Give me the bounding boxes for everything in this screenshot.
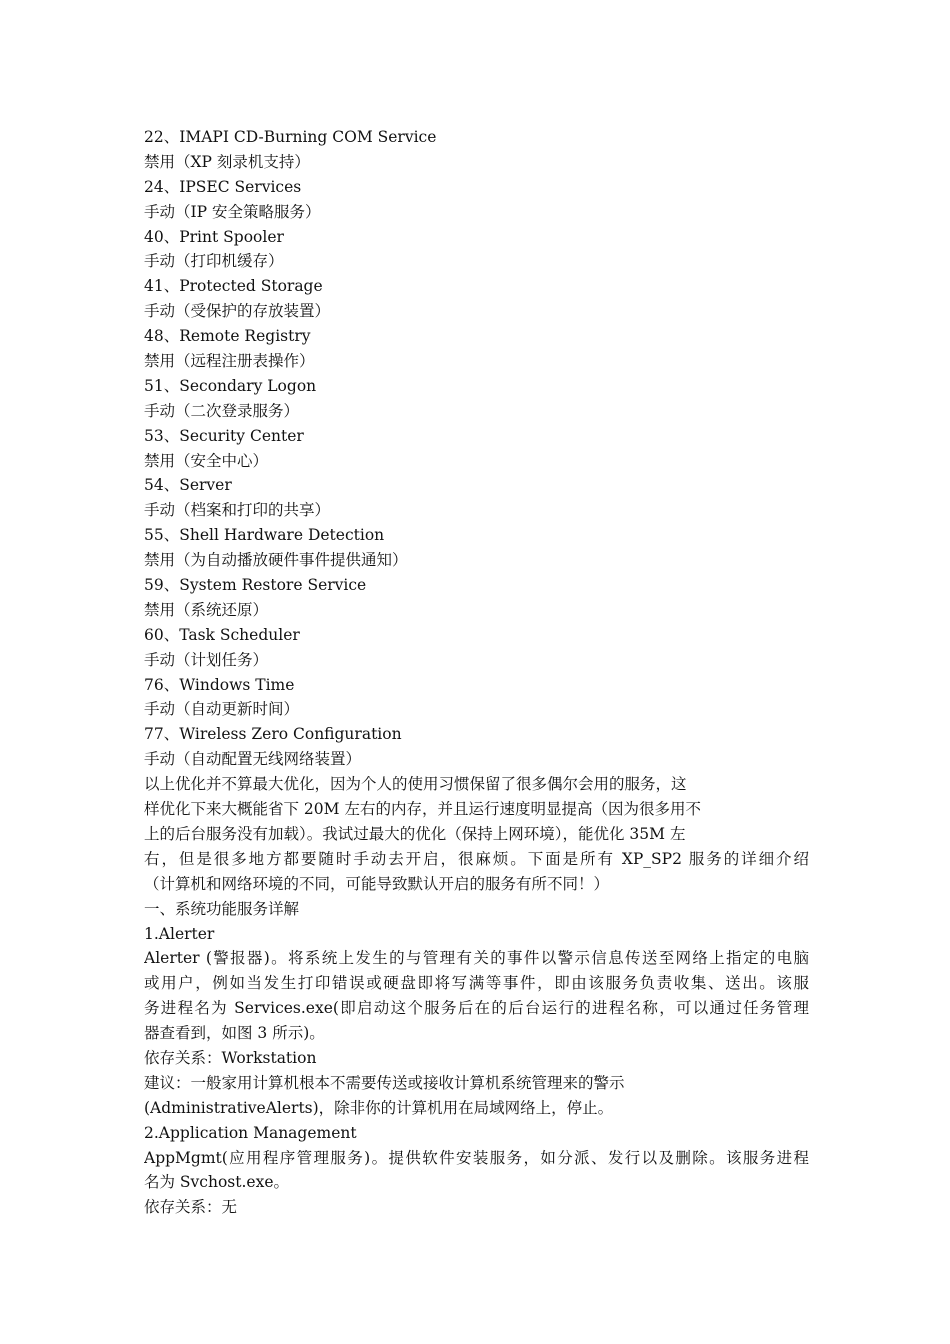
text-line: 手动（计划任务） (144, 650, 269, 669)
text-line: 手动（档案和打印的共享） (144, 501, 331, 520)
text-line: 依存关系：Workstation (144, 1048, 317, 1067)
text-line: 40、Print Spooler (144, 227, 284, 246)
text-line: 77、Wireless Zero Configuration (144, 725, 402, 744)
text-line: 器查看到，如图 3 所示)。 (144, 1024, 325, 1043)
text-line: 禁用（远程注册表操作） (144, 352, 315, 371)
text-line: 55、Shell Hardware Detection (144, 526, 385, 545)
text-line: 1.Alerter (144, 924, 215, 943)
text-line: 59、System Restore Service (144, 576, 367, 595)
text-line: 禁用（XP 刻录机支持） (144, 152, 310, 171)
text-line: 2.Application Management (144, 1123, 357, 1142)
text-line: 53、Security Center (144, 426, 304, 445)
text-line: 76、Windows Time (144, 675, 295, 694)
text-line: Alerter (警报器)。将系统上发生的与管理有关的事件以警示信息传送至网络上指定的电脑 (144, 949, 809, 968)
text-line: 上的后台服务没有加载）。我试过最大的优化（保持上网环境），能优化 35M 左 (144, 824, 686, 843)
text-line: 样优化下来大概能省下 20M 左右的内存，并且运行速度明显提高（因为很多用不 (144, 800, 701, 819)
text-line: 禁用（安全中心） (144, 451, 269, 470)
text-line: 名为 Svchost.exe。 (144, 1173, 289, 1192)
text-line: 手动（自动配置无线网络装置） (144, 750, 362, 769)
text-line: AppMgmt(应用程序管理服务)。提供软件安装服务，如分派、发行以及删除。该服务进程 (144, 1148, 809, 1167)
text-line: 手动（受保护的存放装置） (144, 302, 331, 321)
text-line: 右，但是很多地方都要随时手动去开启，很麻烦。下面是所有 XP_SP2 服务的详细介绍 (144, 849, 809, 868)
text-line: 务进程名为 Services.exe(即启动这个服务后在的后台运行的进程名称，可以通过任务管理 (144, 999, 809, 1018)
text-line: 禁用（系统还原） (144, 600, 269, 619)
text-line: 手动（自动更新时间） (144, 700, 300, 719)
text-line: 22、IMAPI CD-Burning COM Service (144, 128, 437, 146)
document-page (144, 125, 809, 1220)
text-line: （计算机和网络环境的不同，可能导致默认开启的服务有所不同！） (144, 874, 610, 893)
text-line: (AdministrativeAlerts)，除非你的计算机用在局域网络上，停止。 (144, 1098, 614, 1117)
text-line: 一、系统功能服务详解 (144, 899, 300, 918)
text-line: 24、IPSEC Services (144, 177, 302, 196)
text-line: 手动（IP 安全策略服务） (144, 202, 321, 221)
text-line: 41、Protected Storage (144, 277, 323, 296)
text-line: 依存关系：无 (144, 1198, 238, 1217)
text-line: 48、Remote Registry (144, 327, 311, 346)
text-line: 54、Server (144, 476, 232, 495)
text-line: 手动（打印机缓存） (144, 252, 284, 271)
text-line: 手动（二次登录服务） (144, 401, 300, 420)
text-line: 以上优化并不算最大优化，因为个人的使用习惯保留了很多偶尔会用的服务，这 (144, 775, 687, 794)
text-line: 60、Task Scheduler (144, 625, 300, 644)
text-line: 禁用（为自动播放硬件事件提供通知） (144, 551, 408, 570)
text-line: 建议：一般家用计算机根本不需要传送或接收计算机系统管理来的警示 (144, 1073, 625, 1092)
text-line: 51、Secondary Logon (144, 376, 317, 395)
text-line: 或用户，例如当发生打印错误或硬盘即将写满等事件，即由该服务负责收集、送出。该服 (144, 974, 809, 993)
